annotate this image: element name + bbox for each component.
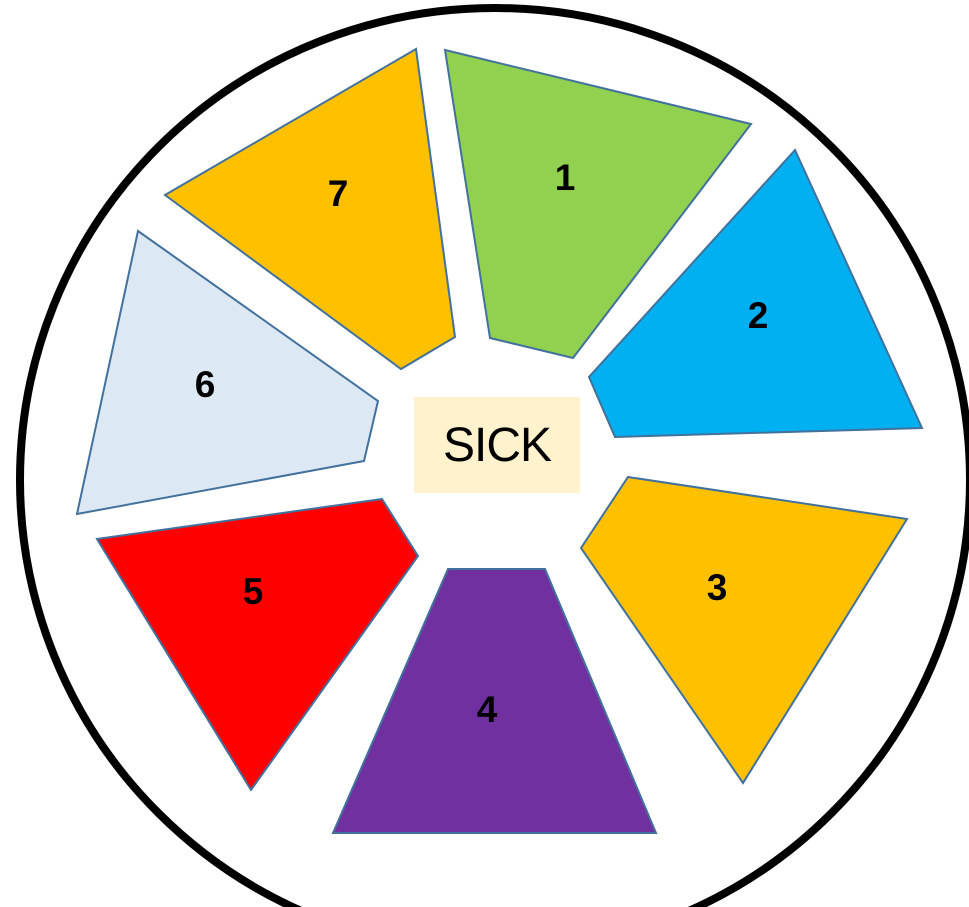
center-label-box [414,397,580,493]
wheel-segment-label-3: 3 [706,566,728,608]
center-label: SICK [442,418,552,472]
wheel-segment-label-5: 5 [242,570,264,612]
wheel-segment-label-2: 2 [747,294,769,336]
wheel-segment-label-6: 6 [194,363,216,405]
wheel-segment-label-1: 1 [554,156,576,198]
wheel-segment-label-7: 7 [327,172,349,214]
wheel-segment-label-4: 4 [476,688,498,730]
